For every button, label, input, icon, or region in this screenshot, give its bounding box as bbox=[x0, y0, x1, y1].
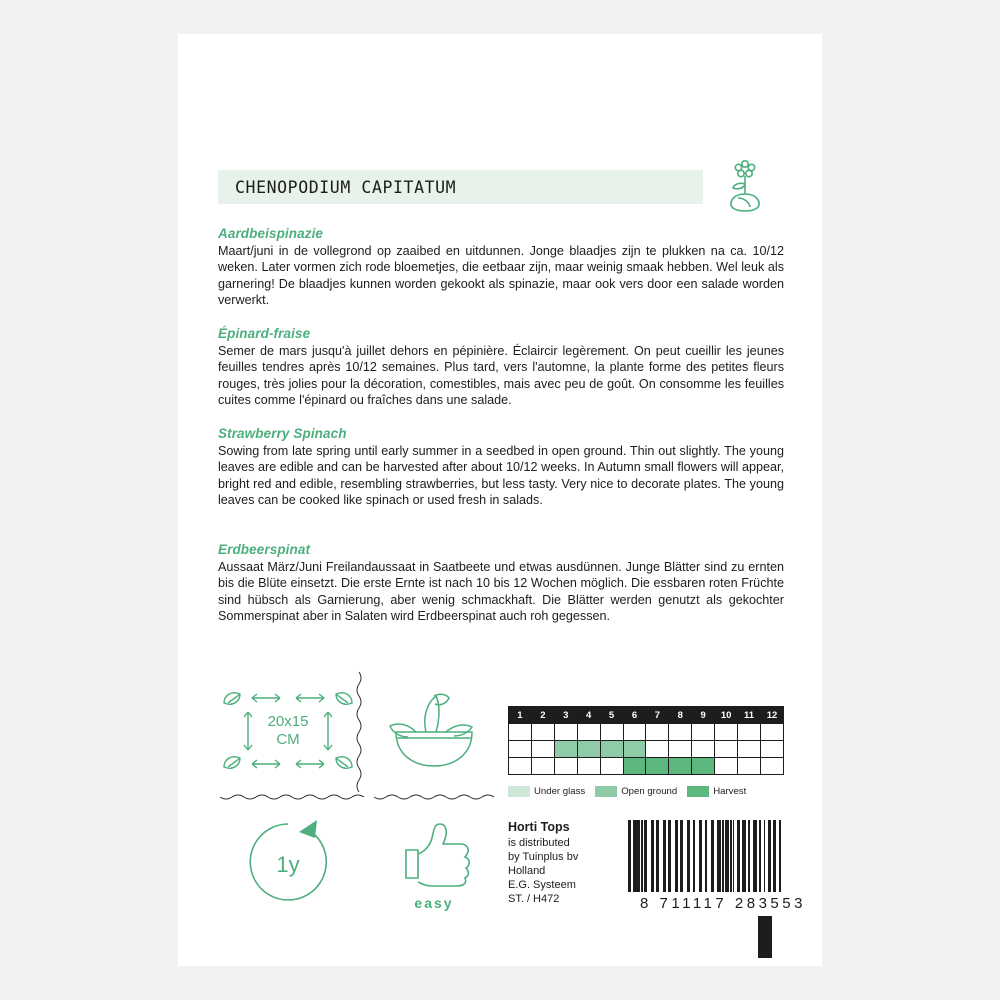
calendar-header-row bbox=[509, 707, 784, 724]
easy-pictogram bbox=[374, 810, 494, 915]
duration-pictogram bbox=[218, 810, 358, 915]
month-9: 9 bbox=[692, 707, 715, 724]
brand-name: Horti Tops bbox=[508, 820, 570, 834]
section-epinard-fraise bbox=[218, 326, 784, 409]
salad-bowl-icon bbox=[374, 676, 494, 786]
cell bbox=[554, 758, 577, 775]
cell bbox=[623, 724, 646, 741]
section-aardbeispinazie bbox=[218, 226, 784, 309]
distributor-info bbox=[508, 820, 638, 906]
print-registration-mark bbox=[758, 916, 772, 958]
calendar-row-2 bbox=[509, 741, 784, 758]
cell bbox=[760, 758, 783, 775]
cell-open bbox=[554, 741, 577, 758]
easy-label: easy bbox=[414, 895, 454, 911]
cell bbox=[600, 724, 623, 741]
cell bbox=[554, 724, 577, 741]
section-body-nl: Maart/juni in de vollegrond op zaaibed en uitdunnen. Jonge blaadjes zijn te plukken na ca. 10/12 weken. Later vormen zich rode bloemetjes, die eetbaar zijn, maar weinig smaak hebben. Wel leuk als garnering! De blaadjes kunnen worden gekookt als spinazie, maar ook vers door een salade worden verwerkt. bbox=[218, 244, 784, 308]
month-5: 5 bbox=[600, 707, 623, 724]
cell bbox=[531, 724, 554, 741]
section-body-en: Sowing from late spring until early summer in a seedbed in open ground. Thin out slightly. The young leaves are edible and can be harvested after about 10/12 weeks. In Autumn small flowers will appear, bright red and edible, resembling strawberries, but less tasty. Very nice to decorate plates. The young leaves can be cooked like spinach or used fresh in salads. bbox=[218, 444, 784, 508]
distributor-line-4: E.G. Systeem bbox=[508, 879, 576, 891]
cell bbox=[715, 758, 738, 775]
distributor-line-2: by Tuinplus bv bbox=[508, 851, 579, 863]
cell bbox=[738, 758, 761, 775]
spacing-value: 20x15 bbox=[267, 713, 309, 730]
legend-label-open: Open ground bbox=[621, 786, 678, 797]
cell bbox=[600, 758, 623, 775]
species-title-bar bbox=[218, 170, 703, 204]
cell bbox=[738, 741, 761, 758]
section-body-fr: Semer de mars jusqu'à juillet dehors en pépinière. Éclaircir legèrement. On peut cueillir les jeunes feuilles tendres après 10/12 semaines. Plus tard, vers l'automne, la plante forme des petites fleurs rouges, très jolies pour la décoration, comestibles, mais avec peu de goût. On consomme les feuilles cuites comme l'épinard ou fraîches dans une salade. bbox=[218, 344, 784, 408]
cell-open bbox=[623, 741, 646, 758]
section-body-de: Aussaat März/Juni Freilandaussaat in Saatbeete und etwas ausdünnen. Junge Blätter sind zu ernten bis die Blüte einsetzt. Die erste Ernte ist nach 10 bis 12 Wochen möglich. Die essbaren roten Früchte sind hübsch als Garnierung, aber wenig schmackhaft. Die Blätter werden genutzt als gekochter Sommerspinat aber in Salaten wird Erdbeerspinat auch roh gegessen. bbox=[218, 560, 784, 624]
section-heading-de: Erdbeerspinat bbox=[218, 542, 311, 557]
month-12: 12 bbox=[760, 707, 783, 724]
duration-value: 1y bbox=[276, 852, 300, 877]
cell-harvest bbox=[646, 758, 669, 775]
spacing-unit: CM bbox=[276, 731, 300, 748]
pictogram-area bbox=[218, 670, 806, 920]
flower-seedling-icon bbox=[714, 154, 778, 218]
barcode-bars bbox=[628, 820, 818, 892]
month-7: 7 bbox=[646, 707, 669, 724]
section-heading-nl: Aardbeispinazie bbox=[218, 226, 324, 241]
cell bbox=[692, 741, 715, 758]
month-6: 6 bbox=[623, 707, 646, 724]
distributor-line-5: ST. / H472 bbox=[508, 893, 560, 905]
legend-swatch-harvest bbox=[687, 786, 709, 797]
cell bbox=[715, 741, 738, 758]
barcode bbox=[628, 820, 818, 912]
spacing-pictogram bbox=[218, 676, 358, 786]
page-title: CHENOPODIUM CAPITATUM bbox=[235, 177, 457, 197]
section-heading-fr: Épinard-fraise bbox=[218, 326, 311, 341]
cell bbox=[669, 741, 692, 758]
cell bbox=[509, 724, 532, 741]
cell bbox=[738, 724, 761, 741]
cell bbox=[715, 724, 738, 741]
month-11: 11 bbox=[738, 707, 761, 724]
cell bbox=[577, 724, 600, 741]
legend-open-ground bbox=[595, 786, 677, 797]
cell bbox=[760, 741, 783, 758]
cell bbox=[669, 724, 692, 741]
section-heading-en: Strawberry Spinach bbox=[218, 426, 347, 441]
cell bbox=[531, 741, 554, 758]
cell bbox=[646, 741, 669, 758]
cell bbox=[646, 724, 669, 741]
cell-harvest bbox=[692, 758, 715, 775]
calendar-row-3 bbox=[509, 758, 784, 775]
cell-open bbox=[600, 741, 623, 758]
legend-label-glass: Under glass bbox=[534, 786, 586, 797]
legend-under-glass bbox=[508, 786, 585, 797]
month-8: 8 bbox=[669, 707, 692, 724]
cell bbox=[692, 724, 715, 741]
calendar-table bbox=[508, 706, 784, 775]
legend-swatch-glass bbox=[508, 786, 530, 797]
cell bbox=[509, 741, 532, 758]
calendar-row-1 bbox=[509, 724, 784, 741]
seed-packet-back bbox=[178, 34, 822, 966]
barcode-number: 8 711117 283553 bbox=[640, 895, 806, 912]
month-3: 3 bbox=[554, 707, 577, 724]
month-10: 10 bbox=[715, 707, 738, 724]
cell bbox=[509, 758, 532, 775]
cell-open bbox=[577, 741, 600, 758]
legend-label-harvest: Harvest bbox=[713, 786, 747, 797]
month-2: 2 bbox=[531, 707, 554, 724]
cell bbox=[760, 724, 783, 741]
cell-harvest bbox=[623, 758, 646, 775]
legend-swatch-open bbox=[595, 786, 617, 797]
cell-harvest bbox=[669, 758, 692, 775]
section-strawberry-spinach bbox=[218, 426, 784, 509]
cell bbox=[531, 758, 554, 775]
calendar-legend bbox=[508, 786, 784, 797]
cell bbox=[577, 758, 600, 775]
distributor-line-3: Holland bbox=[508, 865, 546, 877]
distributor-line-1: is distributed bbox=[508, 837, 570, 849]
section-erdbeerspinat bbox=[218, 542, 784, 625]
month-4: 4 bbox=[577, 707, 600, 724]
sowing-calendar bbox=[508, 706, 784, 775]
legend-harvest bbox=[687, 786, 746, 797]
month-1: 1 bbox=[509, 707, 532, 724]
